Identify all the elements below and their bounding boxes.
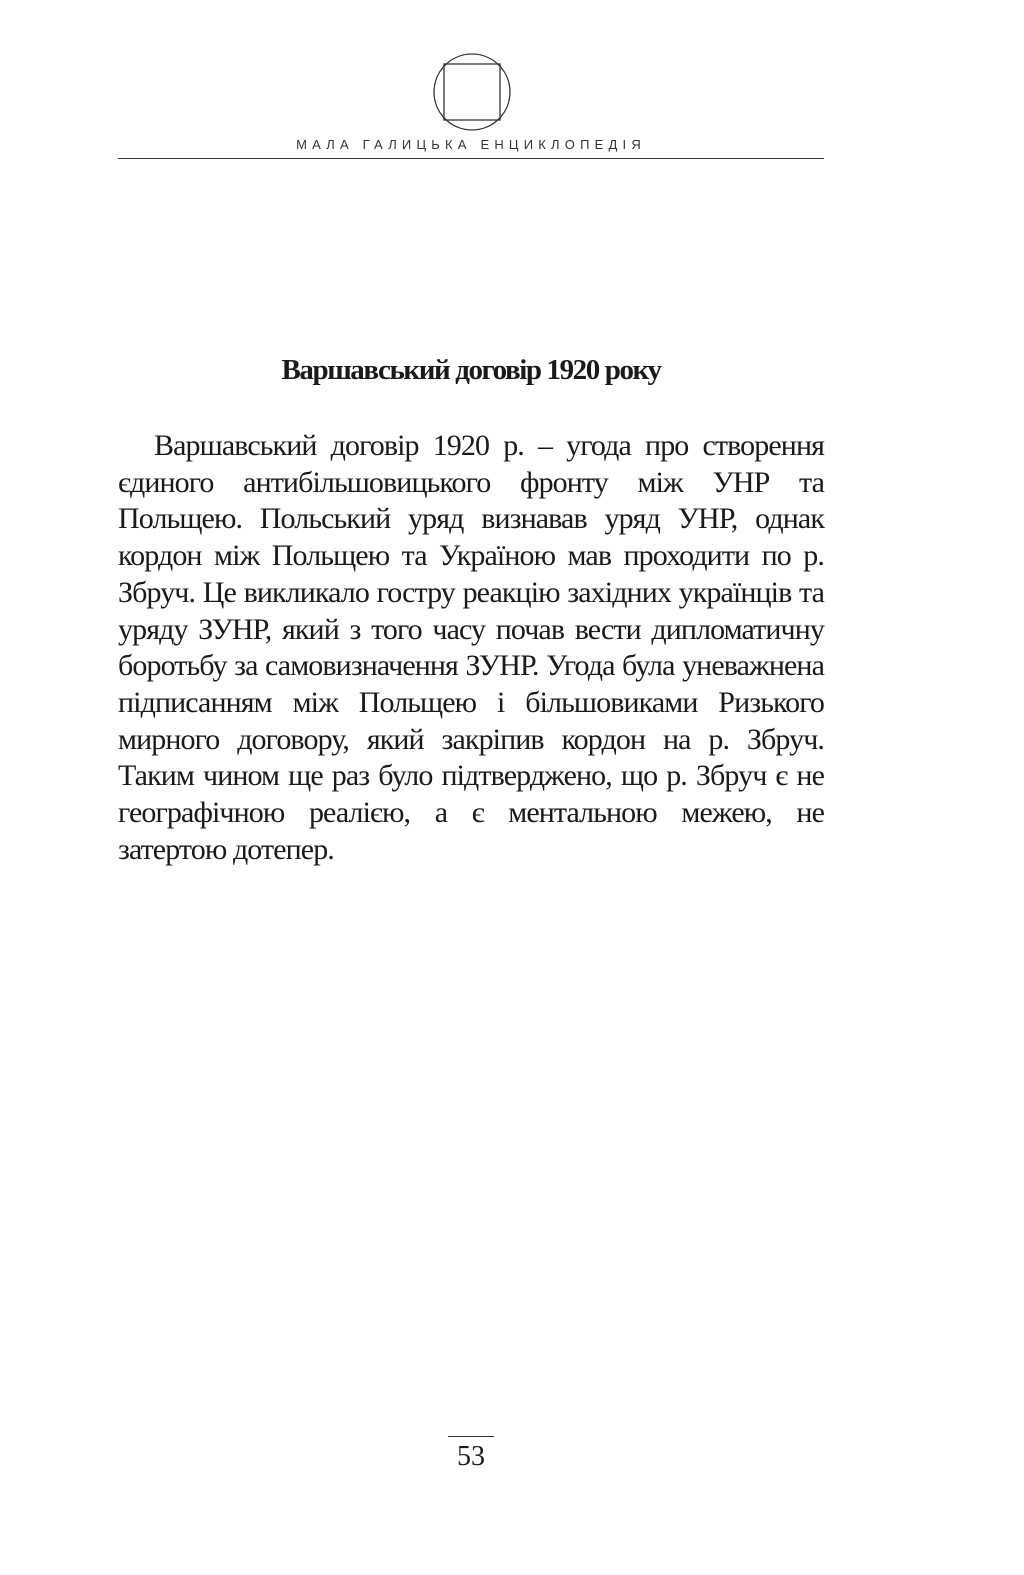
- page-number-rule: [448, 1436, 494, 1437]
- running-title: МАЛА ГАЛИЦЬКА ЕНЦИКЛОПЕДІЯ: [296, 137, 646, 152]
- article-body: Варшавський договір 1920 р. – угода про створення єдиного антибільшовицького фронту між УНР та Польщею. Польський уряд визнавав уряд УНР, однак кордон між Польщею та Україною мав проходити по р. Збруч. Це викликало гостру реакцію західних українців та уряду ЗУНР, який з того часу почав вести дипломатичну боротьбу за самовизначення ЗУНР. Угода була уневажнена підписанням між Польщею і більшовиками Ризького мирного договору, який закріпив кордон на р. Збруч. Таким чином ще раз було підтверджено, що р. Збруч є не географічною реалією, а є ментальною межею, не затертою дотепер.: [118, 429, 824, 866]
- page-number: 53: [457, 1441, 485, 1472]
- circle-square-emblem-icon: [432, 52, 512, 132]
- header-rule: [118, 158, 824, 159]
- article-title: Варшавський договір 1920 року: [281, 354, 661, 386]
